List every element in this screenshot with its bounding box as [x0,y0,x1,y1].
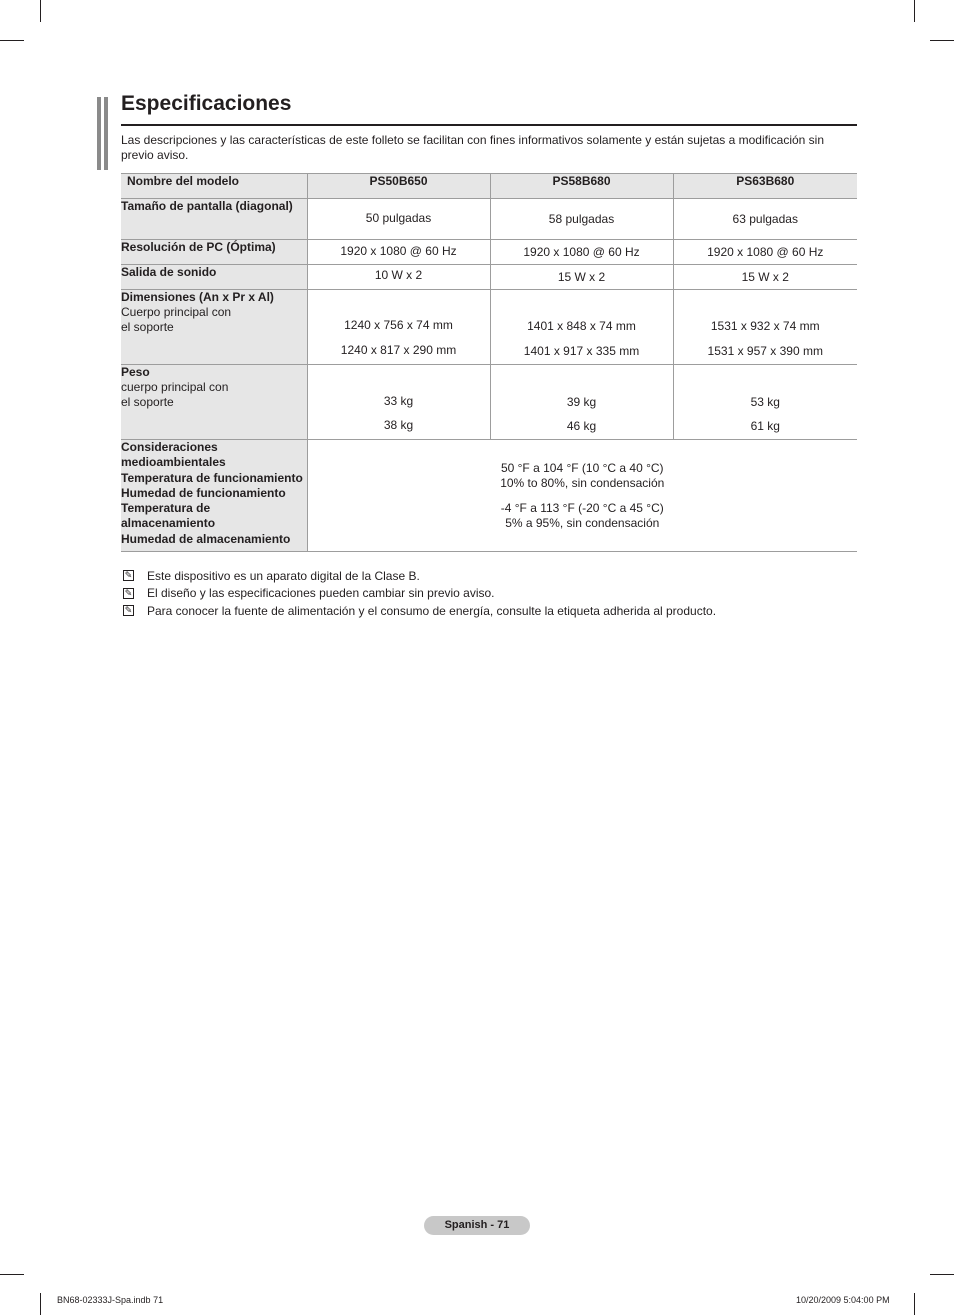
intro-text: Las descripciones y las características de este folleto se facilitan con fines informativos solamente y están sujetas a modificación sin previo aviso. [121,133,825,162]
note-text: El diseño y las especificaciones pueden cambiar sin previo aviso. [147,586,495,601]
table-row [121,265,857,290]
cell-value: 33 kg [383,394,414,408]
table-row [121,365,857,440]
env-label-line: Humedad de almacenamiento [121,531,291,546]
crop-mark [914,1293,915,1315]
table-cell: 15 W x 2 [490,265,673,290]
cell-value: 1401 x 917 x 335 mm [523,344,640,358]
table-cell [490,365,673,440]
table-cell: 1920 x 1080 @ 60 Hz [307,240,490,265]
resolution-label: Resolución de PC (Óptima) [121,240,276,254]
env-value: 5% a 95%, sin condensación [505,515,660,530]
model-name: PS63B680 [673,174,857,199]
crop-mark [40,0,41,22]
note-text: Este dispositivo es un aparato digital de la Clase B. [147,568,420,583]
table-cell: 58 pulgadas [490,199,673,240]
model-name: PS50B650 [307,174,490,199]
env-label-line: Temperatura de funcionamiento [121,470,303,485]
table-cell [673,290,857,365]
cell-value: 1240 x 817 x 290 mm [340,343,457,357]
list-item [121,602,861,620]
weight-label: Peso [121,365,150,379]
cell-value: 1401 x 848 x 74 mm [527,319,636,333]
weight-sub: cuerpo principal con [121,380,229,394]
env-label-line: Temperatura de almacenamiento [121,501,216,531]
screen-size-label: Tamaño de pantalla (diagonal) [121,199,293,213]
table-cell: 1920 x 1080 @ 60 Hz [673,240,857,265]
weight-sub: el soporte [121,395,174,409]
crop-mark [930,1274,954,1275]
env-label-line: Consideraciones medioambientales [121,440,226,470]
crop-mark [40,1293,41,1315]
table-cell: 1920 x 1080 @ 60 Hz [490,240,673,265]
dimensions-sub: Cuerpo principal con [121,305,232,319]
dimensions-label: Dimensiones (An x Pr x Al) [121,290,274,304]
env-value: 10% to 80%, sin condensación [500,475,665,490]
spec-table [121,173,857,552]
table-header-row [121,174,857,199]
cell-value: 39 kg [566,395,597,409]
cell-value: 1531 x 932 x 74 mm [710,319,820,333]
cell-value: 53 kg [750,395,780,409]
table-row [121,199,857,240]
table-cell: 15 W x 2 [673,265,857,290]
note-icon: ✎ [124,587,133,598]
title-rule [121,124,857,126]
table-row [121,240,857,265]
crop-mark [914,0,915,22]
table-cell: 63 pulgadas [673,199,857,240]
model-name: PS58B680 [490,174,673,199]
table-cell [673,365,857,440]
env-value: 50 °F a 104 °F (10 °C a 40 °C) [500,460,664,475]
row-label [121,265,307,290]
page-title: Especificaciones [121,92,292,115]
note-text: Para conocer la fuente de alimentación y el consumo de energía, consulte la etiqueta adherida al producto. [147,603,717,618]
cell-value: 1531 x 957 x 390 mm [707,344,823,358]
row-label [121,290,307,365]
row-label [121,365,307,440]
table-cell [307,365,490,440]
section-bar [97,97,101,170]
table-cell [490,290,673,365]
table-row [121,440,857,552]
section-bar [104,97,108,170]
table-cell: 10 W x 2 [307,265,490,290]
crop-mark [0,40,24,41]
crop-mark [930,40,954,41]
table-cell: 50 pulgadas [307,199,490,240]
environment-values [307,440,857,552]
cell-value: 1240 x 756 x 74 mm [344,318,453,332]
notes-list [121,567,861,620]
table-cell [307,290,490,365]
cell-value: 46 kg [566,419,597,433]
footer-file-info: BN68-02333J-Spa.indb 71 [57,1295,164,1305]
list-item [121,567,861,585]
dimensions-sub: el soporte [121,320,174,334]
footer-timestamp: 10/20/2009 5:04:00 PM [796,1295,890,1305]
crop-mark [0,1274,24,1275]
table-row [121,290,857,365]
env-label-line: Humedad de funcionamiento [121,485,286,500]
note-icon: ✎ [124,570,133,581]
page-number-badge: Spanish - 71 [424,1216,530,1235]
header-label: Nombre del modelo [121,174,307,199]
env-value: -4 °F a 113 °F (-20 °C a 45 °C) [500,500,664,515]
cell-value: 61 kg [750,419,780,433]
environment-label [121,440,307,552]
cell-value: 38 kg [383,418,414,432]
row-label [121,199,307,240]
note-icon: ✎ [124,605,133,616]
list-item [121,585,861,603]
sound-label: Salida de sonido [121,265,217,279]
row-label [121,240,307,265]
